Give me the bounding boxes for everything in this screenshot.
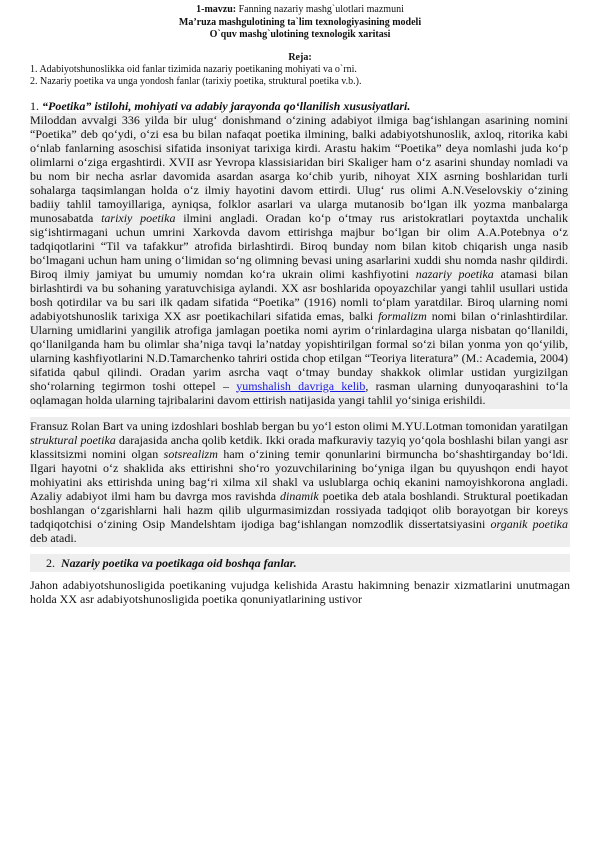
plan-item-2: 2. Nazariy poetika va unga yondosh fanlar (tarixiy poetika, struktural poetika v.b.). <box>30 75 362 87</box>
section-1-number: 1. <box>30 98 42 113</box>
p1-italic-c: formalizm <box>378 308 427 323</box>
section-2-number: 2. <box>46 555 55 570</box>
p2-text-b: darajasida ancha qolib ketdik. Ikki orada mafkuraviy tazyiq yo‘qola boshlashi bilan yangi asr klassitsizmi nomini olgan <box>30 432 568 461</box>
plan-list <box>30 64 570 88</box>
section-2-heading <box>30 554 570 572</box>
p1-text-e: , rasman ularning dunyoqarashini to‘la oqlamagan holda ularning tajribalarini davom ettirish natijasida yangi tahlil yo‘siniga erishildi. <box>30 378 568 407</box>
p2-text-a: Fransuz Rolan Bart va uning izdoshlari boshlab bergan bu yo‘l eston olimi M.YU.Lotman tomonidan yaratilgan <box>30 418 568 433</box>
topic-title: Fanning nazariy mashg`ulotlari mazmuni <box>236 4 404 15</box>
p2-italic-d: organik poetika <box>490 516 568 531</box>
paragraph-3: Jahon adabiyotshunosligida poetikaning vujudga kelishida Arastu hakimning benazir xizmatlarini unutmagan holda XX asr adabiyotshunosligida poetika qonuniyatlarining ustivor <box>30 577 570 606</box>
document-header <box>30 4 570 42</box>
topic-line <box>30 4 570 17</box>
yumshalish-link[interactable]: yumshalish davriga kelib <box>236 378 366 393</box>
document-page <box>30 0 570 606</box>
p2-text-e: deb atadi. <box>30 530 77 545</box>
p2-text-d: poetika deb atala boshlandi. Struktural poetikadan boshlangan o‘zgarishlarni hali hazm qilib ulgurmasimizdan rossiyada tadqiqot olib borayotgan bir koreys tadqiqotchisi o‘zining Osip Mandelshtam ijodiga bag‘ishlangan nomzodlik dissertatsiyasini <box>30 488 568 531</box>
section-1-heading <box>30 99 570 113</box>
p1-italic-b: nazariy poetika <box>415 266 494 281</box>
p2-text-c: ham o‘zining temir qonunlarini birmuncha bo‘shashtirganday bo‘ldi. Ilgari hayotni o‘z shaklida aks ettirishni sho‘ro yozuvchilarining bo‘yniga ilgan bu quyushqon endi hayot mohiyatini aks ettirishda uning bag‘ri xilma xil shakl va uslublarga ochiq ekanini namoyishkorona angladi. Azaliy adabiyot ilmi ham bu davrga mos ravishda <box>30 446 569 503</box>
p2-italic-a: struktural poetika <box>30 432 116 447</box>
p2-italic-c: dinamik <box>280 488 319 503</box>
map-heading: O`quv mashg`ulotining texnologik xaritasi <box>209 29 391 40</box>
section-1-title: “Poetika” istilohi, mohiyati va adabiy jarayonda qo‘llanilish xususiyatlari. <box>42 98 411 113</box>
p1-italic-a: tarixiy poetika <box>101 210 176 225</box>
section-2-title: Nazariy poetika va poetikaga oid boshqa fanlar. <box>61 555 297 570</box>
p1-text-d: nomi bilan o‘rinlashtirdilar. Ularning umidlarini yangilik atrofiga jamlagan poetika nomi ayrim o‘rinlardagina ularga nisbatan qo‘llanildi, qo‘llanilganda ham bu olimlar sha’niga tavqi la’natday yopishtirilgan formal so‘zi bilan yonma yon qo‘yilib, ularning kashfiyotlarini N.D.Tamarchenko tahriri ostida chop etilgan “Teoriya literatura” (M.: Academia, 2004) sifatida qabul qilindi. Oradan yarim asrcha vaqt o‘tmay bunday shakkok olimlar ustidan yurgizilgan sho‘rolarning tegirmon toshi ottepel – <box>30 308 568 393</box>
paragraph-1 <box>30 113 570 409</box>
p1-text-b: ilmini angladi. Oradan ko‘p o‘tmay rus aristokratlari poytaxtda unchalik sig‘ishtirmagani uchun umrini Xarkovda davom ettirishga majbur bo‘lgan bir olim A.A.Potebnya o‘z tadqiqotlarini “Til va tafakkur” atrofida birlashtirdi. Biroq bunday nom bilan kitob chiqarish unga nasib bo‘lmagani uchun ham uning o‘limidan so‘ng olimning bevasi uning asarlarini xuddi shu nomda nashr qildirdi. Biroq ilmiy jamiyat bu umumiy nomdan ko‘ra ukrain olimi kashfiyotini <box>30 210 568 281</box>
topic-label: 1-mavzu: <box>196 4 237 15</box>
plan-item-1: 1. Adabiyotshunoslikka oid fanlar tizimida nazariy poetikaning mohiyati va o`rni. <box>30 63 357 75</box>
model-heading: Ma’ruza mashgulotining ta`lim texnologiyasining modeli <box>178 16 422 28</box>
p2-italic-b: sotsrealizm <box>163 446 218 461</box>
p1-text-c: atamasi bilan birlashtirdi va bu sohaning yaratuvchisiga aylandi. XX asr boshlarida opoyazchilar yangi tahlil usullari ustida bosh qotirdilar va bu sari ilk qadam sifatida “Poetika” (1916) nomli to‘plam yaratdilar. Biroq ularning nomi adabiyotshunoslik tarixiga XX asr poetikachilari sifatida emas, balki <box>30 266 568 323</box>
plan-title: Reja: <box>288 51 312 63</box>
paragraph-2 <box>30 417 570 547</box>
p1-text-a: Miloddan avvalgi 336 yilda bir ulug‘ donishmand o‘zining adabiyot ilmiga bag‘ishlangan asarining nomini “Poetika” deb qo‘ydi, o‘zi esa bu bilan nafaqat poetika ilmining, balki adabiyotshunoslik, axloq, ritorika kabi o‘nlab fanlarning asoschisi sifatida insoniyat tarixiga kirdi. Arastu hakim “Poetika” deya nomlashi juda ko‘p olimlarni o‘ziga ergashtirdi. XVII asr Yevropa klassisiaridan biri Skaliger ham o‘z asarini shunday nomladi va bu nom bir necha asrlar davomida asardan asarga ko‘chib yurib, nihoyat XIX asrning boshlaridan turli sohalarga taqsimlangan holda o‘z ilmiy hayotini davom ettirdi. Ulug‘ rus olimi A.N.Veselovskiy o‘zining badiiy tahlil tamoyillariga, ayniqsa, folklor asarlari va ularga mutanosib bo‘lgan ilk yozma manbalarga munosabatda <box>30 112 568 225</box>
